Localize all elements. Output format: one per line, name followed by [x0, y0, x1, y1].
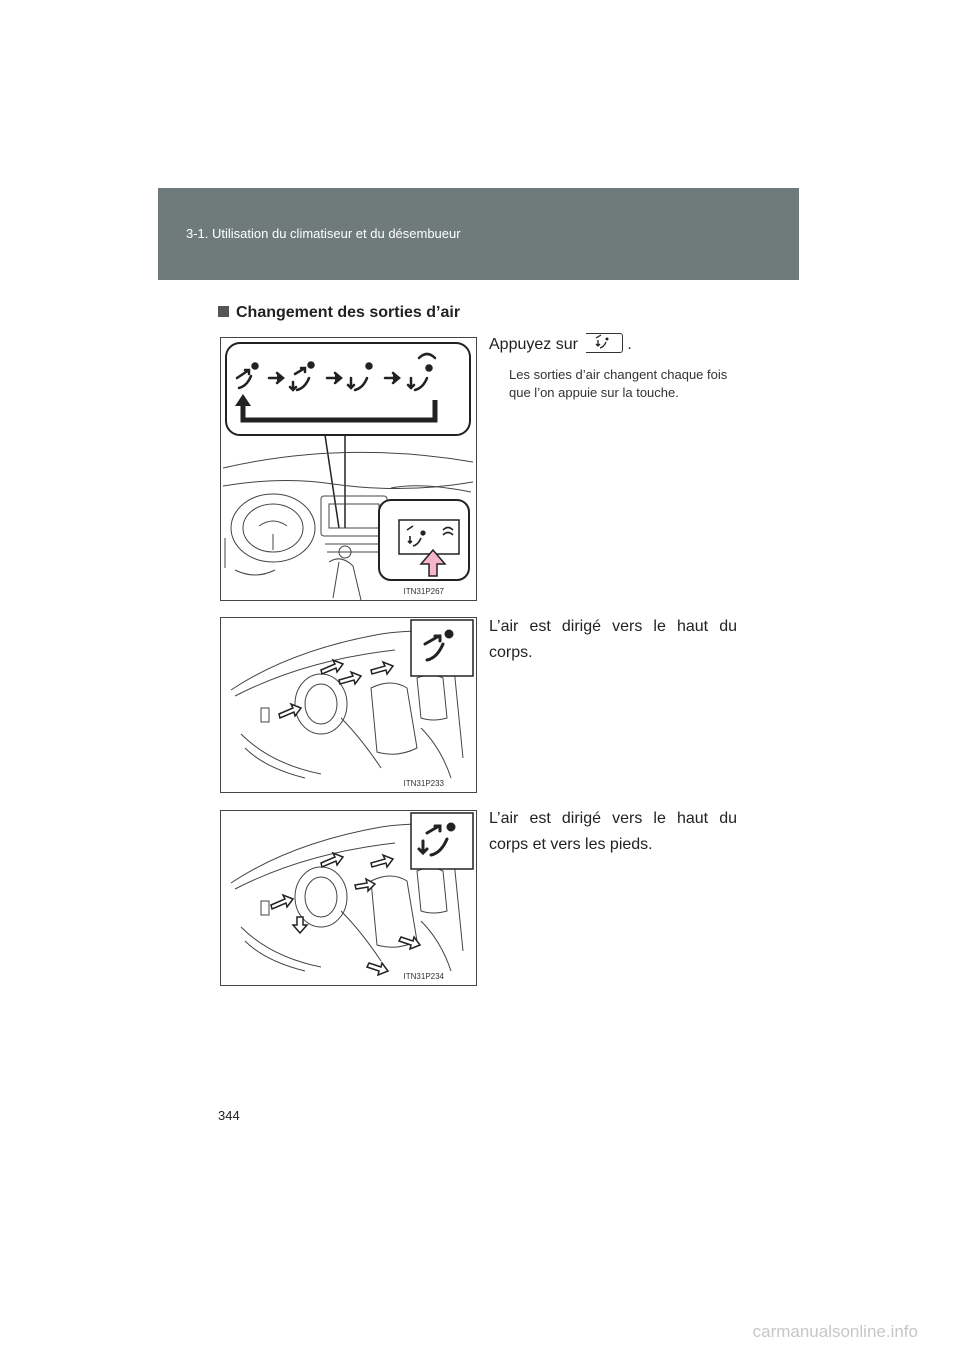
- section-title-text: Changement des sorties d’air: [236, 304, 461, 321]
- watermark: carmanualsonline.info: [752, 1322, 918, 1341]
- figure-code: ITN31P267: [403, 587, 444, 596]
- step-note: Les sorties d’air changent chaque fois que l’on appuie sur la touche.: [509, 367, 728, 400]
- section-bullet-icon: [218, 306, 229, 317]
- step-instruction: Appuyez sur .: [489, 332, 737, 358]
- section-title: [218, 304, 460, 322]
- chapter-header: [158, 188, 799, 280]
- upper-body-figure: [220, 617, 477, 793]
- page-number: 344: [218, 1108, 240, 1123]
- mode-button-glyph-icon: [586, 333, 623, 353]
- mode-button-figure: [220, 337, 477, 601]
- figure-code: ITN31P233: [403, 779, 444, 788]
- bi-level-figure: [220, 810, 477, 986]
- figure-code: ITN31P234: [403, 972, 444, 981]
- mode-description-bi-level: L’air est dirigé vers le haut du corps et vers les pieds.: [489, 810, 737, 853]
- chapter-title: 3-1. Utilisation du climatiseur et du désembueur: [186, 226, 461, 241]
- airflow-arrows: [271, 853, 420, 975]
- mode-description-upper-body: L’air est dirigé vers le haut du corps.: [489, 618, 737, 661]
